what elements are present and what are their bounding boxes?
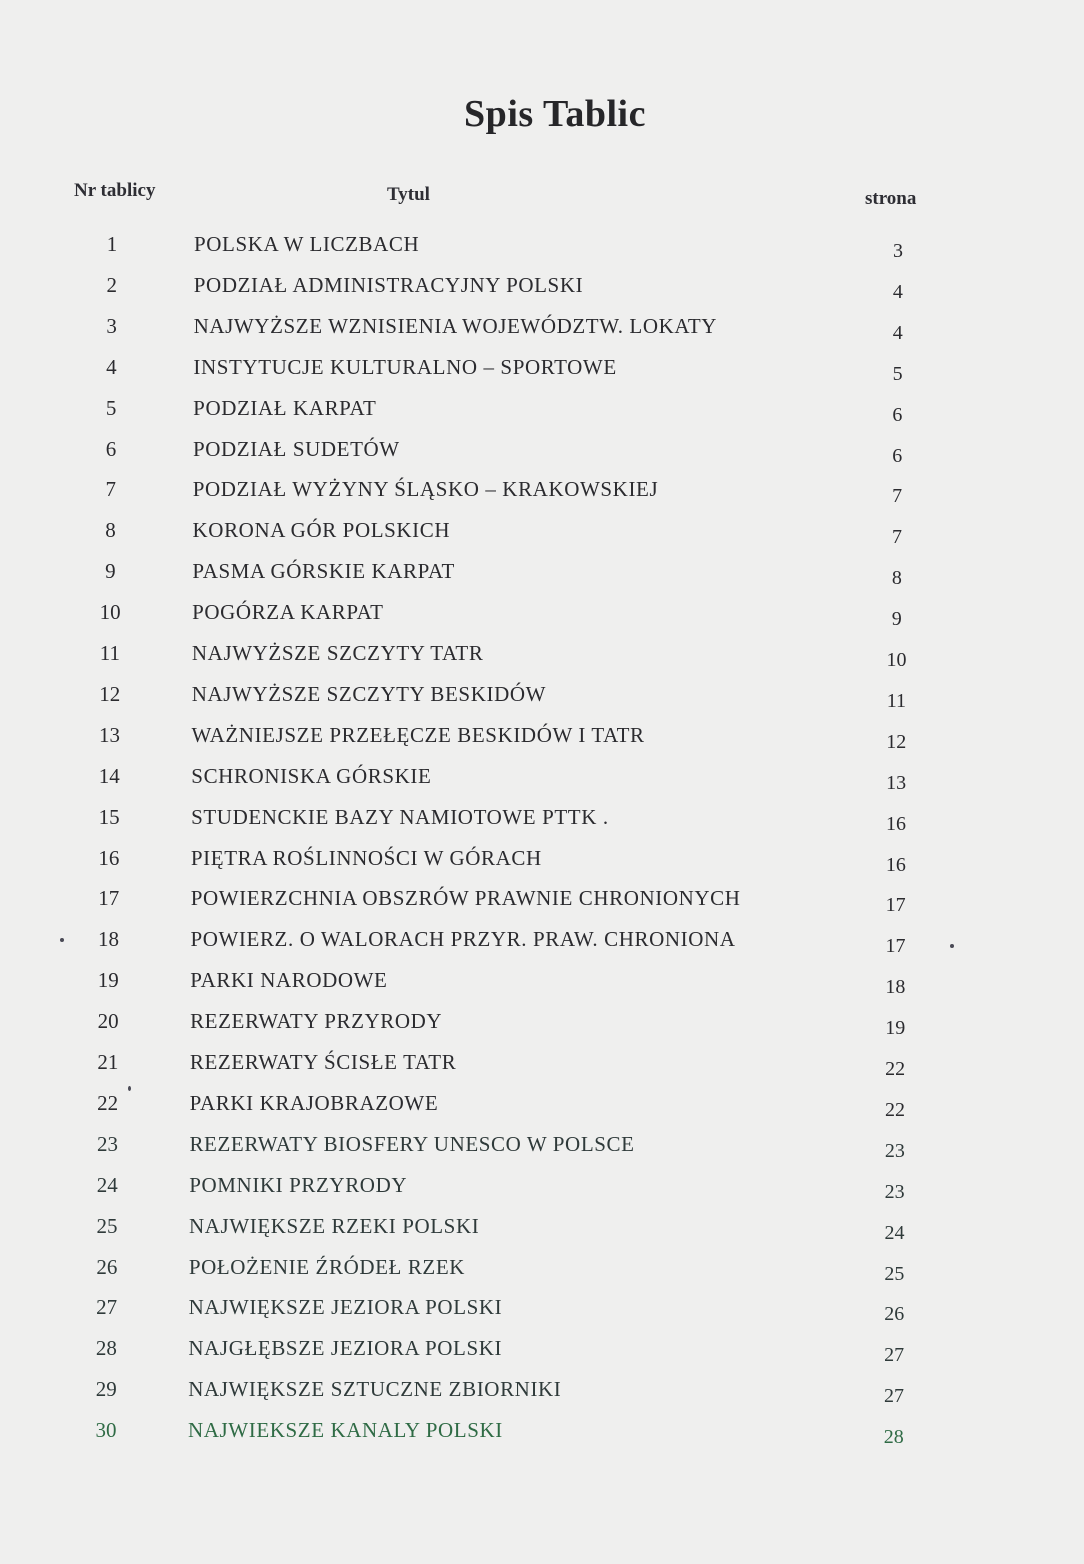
row-number: 15 (98, 805, 120, 829)
row-title: POMNIKI PRZYRODY (189, 1173, 408, 1197)
row-number: 14 (98, 764, 120, 788)
row-number: 12 (99, 682, 121, 706)
table-row (0, 600, 1084, 640)
row-number: 22 (97, 1091, 119, 1115)
row-page-number: 26 (884, 1303, 905, 1325)
row-number: 1 (106, 232, 118, 256)
row-page-number: 13 (886, 772, 907, 794)
row-title: KORONA GÓR POLSKICH (192, 518, 451, 542)
table-row (0, 1050, 1084, 1090)
row-number: 3 (106, 314, 117, 338)
row-number: 27 (96, 1295, 118, 1319)
row-title: NAJWYŻSZE SZCZYTY BESKIDÓW (191, 682, 547, 706)
row-page-number: 7 (892, 485, 903, 507)
row-number: 8 (105, 518, 116, 542)
table-row (0, 396, 1084, 436)
row-page-number: 8 (891, 567, 902, 589)
row-number: 29 (95, 1377, 117, 1401)
row-number: 4 (106, 355, 117, 379)
row-page-number: 25 (884, 1263, 905, 1285)
row-title: SCHRONISKA GÓRSKIE (191, 764, 432, 788)
row-page-number: 11 (886, 690, 907, 712)
table-row (0, 1377, 1084, 1417)
row-title: NAJWYŻSZE WZNISIENIA WOJEWÓDZTW. LOKATY (193, 314, 718, 338)
row-title: POLSKA W LICZBACH (194, 232, 420, 256)
table-row (0, 641, 1084, 681)
table-row (0, 1091, 1084, 1131)
row-number: 25 (96, 1214, 118, 1238)
table-row (0, 437, 1084, 477)
row-page-number: 10 (886, 649, 907, 671)
table-row (0, 682, 1084, 722)
page-title: Spis Tablic (464, 93, 646, 135)
row-number: 19 (97, 968, 119, 992)
table-row (0, 559, 1084, 599)
row-page-number: 17 (885, 894, 906, 916)
row-page-number: 23 (884, 1181, 905, 1203)
row-title: REZERWATY ŚCISŁE TATR (189, 1050, 457, 1074)
row-title: NAJGŁĘBSZE JEZIORA POLSKI (188, 1336, 503, 1360)
table-row (0, 1418, 1084, 1458)
row-page-number: 18 (885, 976, 906, 998)
row-page-number: 12 (886, 731, 907, 753)
row-number: 18 (97, 927, 119, 951)
table-row (0, 1214, 1084, 1254)
row-title: NAJWIĘKSZE SZTUCZNE ZBIORNIKI (188, 1377, 562, 1401)
row-number: 5 (105, 396, 117, 420)
row-title: NAJWIEKSZE KANALY POLSKI (188, 1418, 503, 1442)
row-page-number: 27 (883, 1385, 904, 1407)
row-title: PASMA GÓRSKIE KARPAT (192, 559, 455, 583)
column-header-title: Tytul (387, 184, 430, 205)
table-row (0, 1173, 1084, 1213)
row-title: PODZIAŁ SUDETÓW (192, 437, 400, 461)
row-number: 7 (105, 477, 116, 501)
row-number: 6 (105, 437, 117, 461)
column-header-page: strona (865, 188, 917, 209)
row-number: 16 (98, 846, 120, 870)
row-page-number: 17 (885, 935, 906, 957)
row-page-number: 3 (893, 240, 903, 262)
table-row (0, 927, 1084, 967)
row-number: 28 (95, 1336, 117, 1360)
row-title: NAJWIĘKSZE RZEKI POLSKI (189, 1214, 480, 1238)
row-page-number: 5 (892, 363, 903, 385)
row-title: NAJWYŻSZE SZCZYTY TATR (191, 641, 484, 665)
table-row (0, 886, 1084, 926)
table-row (0, 1336, 1084, 1376)
column-header-number: Nr tablicy (74, 180, 156, 201)
row-page-number: 22 (885, 1058, 906, 1080)
table-row (0, 1295, 1084, 1335)
row-page-number: 23 (884, 1140, 905, 1162)
table-row (0, 314, 1084, 354)
table-row (0, 273, 1084, 313)
table-row (0, 1255, 1084, 1295)
row-title: PARKI NARODOWE (190, 968, 388, 992)
row-page-number: 6 (892, 404, 903, 426)
row-title: PODZIAŁ KARPAT (193, 396, 377, 420)
table-row (0, 232, 1084, 272)
row-page-number: 22 (884, 1099, 905, 1121)
row-title: PIĘTRA ROŚLINNOŚCI W GÓRACH (190, 846, 542, 870)
row-number: 24 (96, 1173, 118, 1197)
scan-speck (60, 938, 64, 942)
row-number: 13 (99, 723, 121, 747)
table-row (0, 723, 1084, 763)
row-title: PARKI KRAJOBRAZOWE (189, 1091, 439, 1115)
scan-speck (128, 1086, 131, 1091)
row-page-number: 7 (891, 526, 902, 548)
row-number: 17 (98, 886, 120, 910)
row-title: POWIERZCHNIA OBSZRÓW PRAWNIE CHRONIONYCH (190, 886, 741, 910)
row-title: POWIERZ. O WALORACH PRZYR. PRAW. CHRONIONA (190, 927, 736, 951)
row-number: 20 (97, 1009, 119, 1033)
row-page-number: 19 (885, 1017, 906, 1039)
table-row (0, 1009, 1084, 1049)
row-number: 26 (96, 1255, 118, 1279)
row-title: WAŻNIEJSZE PRZEŁĘCZE BESKIDÓW I TATR (191, 723, 645, 747)
scan-speck (950, 944, 954, 948)
row-page-number: 9 (891, 608, 902, 630)
row-page-number: 4 (892, 281, 903, 303)
table-row (0, 968, 1084, 1008)
row-number: 23 (96, 1132, 118, 1156)
row-title: REZERWATY PRZYRODY (190, 1009, 443, 1033)
row-title: PODZIAŁ ADMINISTRACYJNY POLSKI (193, 273, 584, 297)
row-page-number: 24 (884, 1222, 905, 1244)
row-page-number: 4 (892, 322, 903, 344)
row-number: 30 (95, 1418, 117, 1442)
row-title: POŁOŻENIE ŹRÓDEŁ RZEK (188, 1255, 466, 1279)
table-row (0, 846, 1084, 886)
row-number: 9 (105, 559, 116, 583)
table-row (0, 477, 1084, 517)
row-page-number: 16 (885, 813, 906, 835)
table-row (0, 1132, 1084, 1172)
row-title: INSTYTUCJE KULTURALNO – SPORTOWE (193, 355, 617, 379)
table-row (0, 764, 1084, 804)
row-title: PODZIAŁ WYŻYNY ŚLĄSKO – KRAKOWSKIEJ (192, 477, 659, 501)
row-page-number: 28 (883, 1426, 904, 1448)
row-page-number: 27 (884, 1344, 905, 1366)
row-page-number: 16 (885, 854, 906, 876)
table-row (0, 805, 1084, 845)
row-title: REZERWATY BIOSFERY UNESCO W POLSCE (189, 1132, 635, 1156)
table-row (0, 518, 1084, 558)
row-title: POGÓRZA KARPAT (192, 600, 384, 624)
row-number: 2 (106, 273, 118, 297)
table-row (0, 355, 1084, 395)
row-title: STUDENCKIE BAZY NAMIOTOWE PTTK . (191, 805, 609, 829)
row-page-number: 6 (892, 445, 903, 467)
row-number: 11 (99, 641, 121, 665)
row-number: 21 (97, 1050, 119, 1074)
row-number: 10 (99, 600, 121, 624)
row-title: NAJWIĘKSZE JEZIORA POLSKI (188, 1295, 503, 1319)
